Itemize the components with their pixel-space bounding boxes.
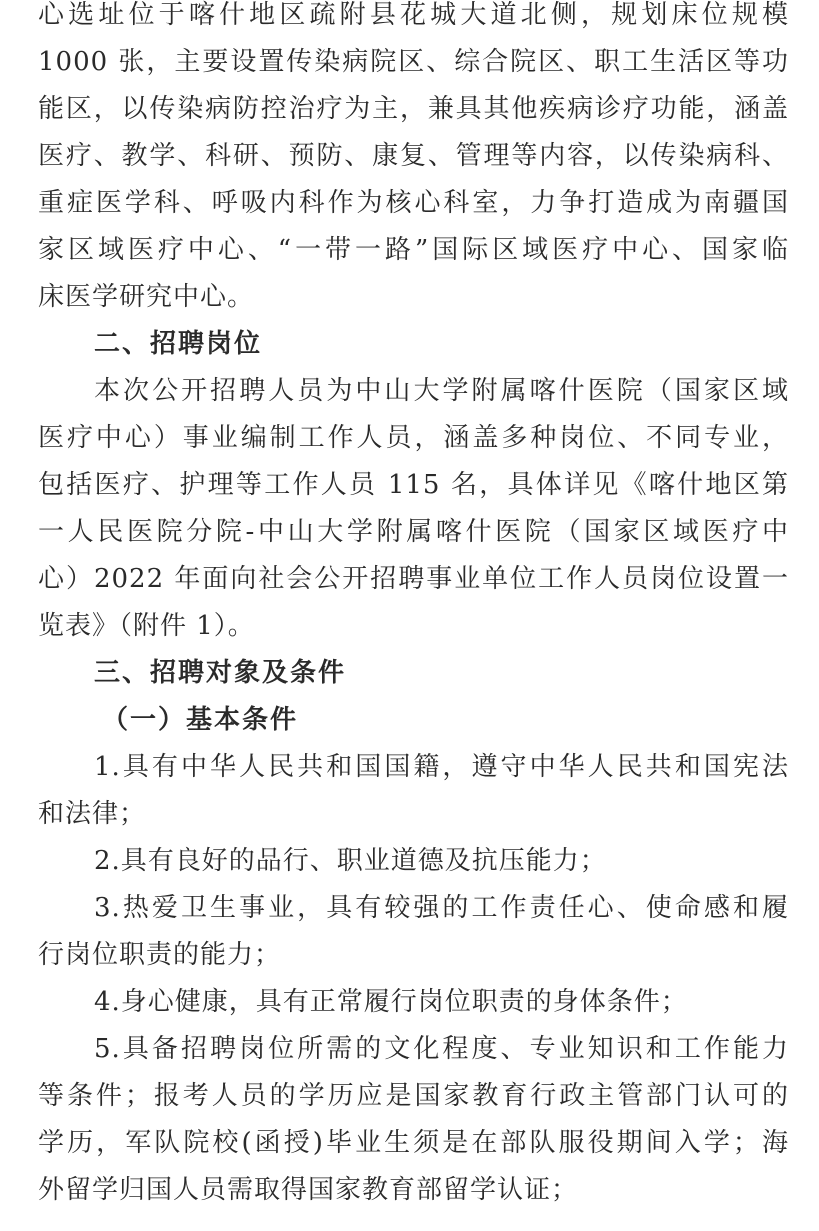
section-heading-recruitment-positions: 二、招聘岗位 (94, 329, 263, 359)
text-line: 床医学研究中心。 (38, 282, 255, 312)
text-line: 外留学归国人员需取得国家教育部留学认证； (38, 1175, 579, 1205)
text-line: 心）2022 年面向社会公开招聘事业单位工作人员岗位设置一 (38, 564, 789, 594)
text-line: 览表》（附件 1）。 (38, 611, 255, 641)
text-line: 5.具备招聘岗位所需的文化程度、专业知识和工作能力 (94, 1034, 789, 1064)
section-heading-recruitment-targets: 三、招聘对象及条件 (94, 658, 347, 688)
text-line: 3.热爱卫生事业，具有较强的工作责任心、使命感和履 (94, 893, 789, 923)
text-line: 医疗、教学、科研、预防、康复、管理等内容，以传染病科、 (38, 141, 789, 171)
recruitment-positions-paragraph (38, 368, 789, 650)
list-item (38, 885, 789, 979)
list-item (38, 744, 789, 838)
text-line: 本次公开招聘人员为中山大学附属喀什医院（国家区域 (94, 376, 789, 406)
text-line: 等条件；报考人员的学历应是国家教育行政主管部门认可的 (38, 1081, 789, 1111)
subsection-heading-basic-conditions: （一）基本条件 (102, 705, 299, 735)
text-line: 2.具有良好的品行、职业道德及抗压能力； (94, 846, 607, 876)
text-line: 医疗中心）事业编制工作人员，涵盖多种岗位、不同专业， (38, 423, 789, 453)
text-line: 1000 张，主要设置传染病院区、综合院区、职工生活区等功 (38, 47, 789, 77)
text-line: 1.具有中华人民共和国国籍，遵守中华人民共和国宪法 (94, 752, 789, 782)
text-line: 学历，军队院校(函授)毕业生须是在部队服役期间入学；海 (38, 1128, 789, 1158)
list-item (38, 838, 789, 885)
text-line: 4.身心健康，具有正常履行岗位职责的身体条件； (94, 987, 688, 1017)
text-line: 重症医学科、呼吸内科作为核心科室，力争打造成为南疆国 (38, 188, 789, 218)
text-line: 行岗位职责的能力； (38, 940, 282, 970)
text-line: 能区，以传染病防控治疗为主，兼具其他疾病诊疗功能，涵盖 (38, 94, 789, 124)
list-item (38, 979, 789, 1026)
text-line: 一人民医院分院-中山大学附属喀什医院（国家区域医疗中 (38, 517, 789, 547)
text-line: 心选址位于喀什地区疏附县花城大道北侧，规划床位规模 (38, 0, 789, 30)
text-line: 包括医疗、护理等工作人员 115 名，具体详见《喀什地区第 (38, 470, 789, 500)
text-line: 和法律； (38, 799, 147, 829)
text-line: 家区域医疗中心、“一带一路”国际区域医疗中心、国家临 (38, 235, 789, 265)
conditions-list (38, 744, 789, 1214)
list-item (38, 1026, 789, 1214)
intro-paragraph (38, 0, 789, 321)
